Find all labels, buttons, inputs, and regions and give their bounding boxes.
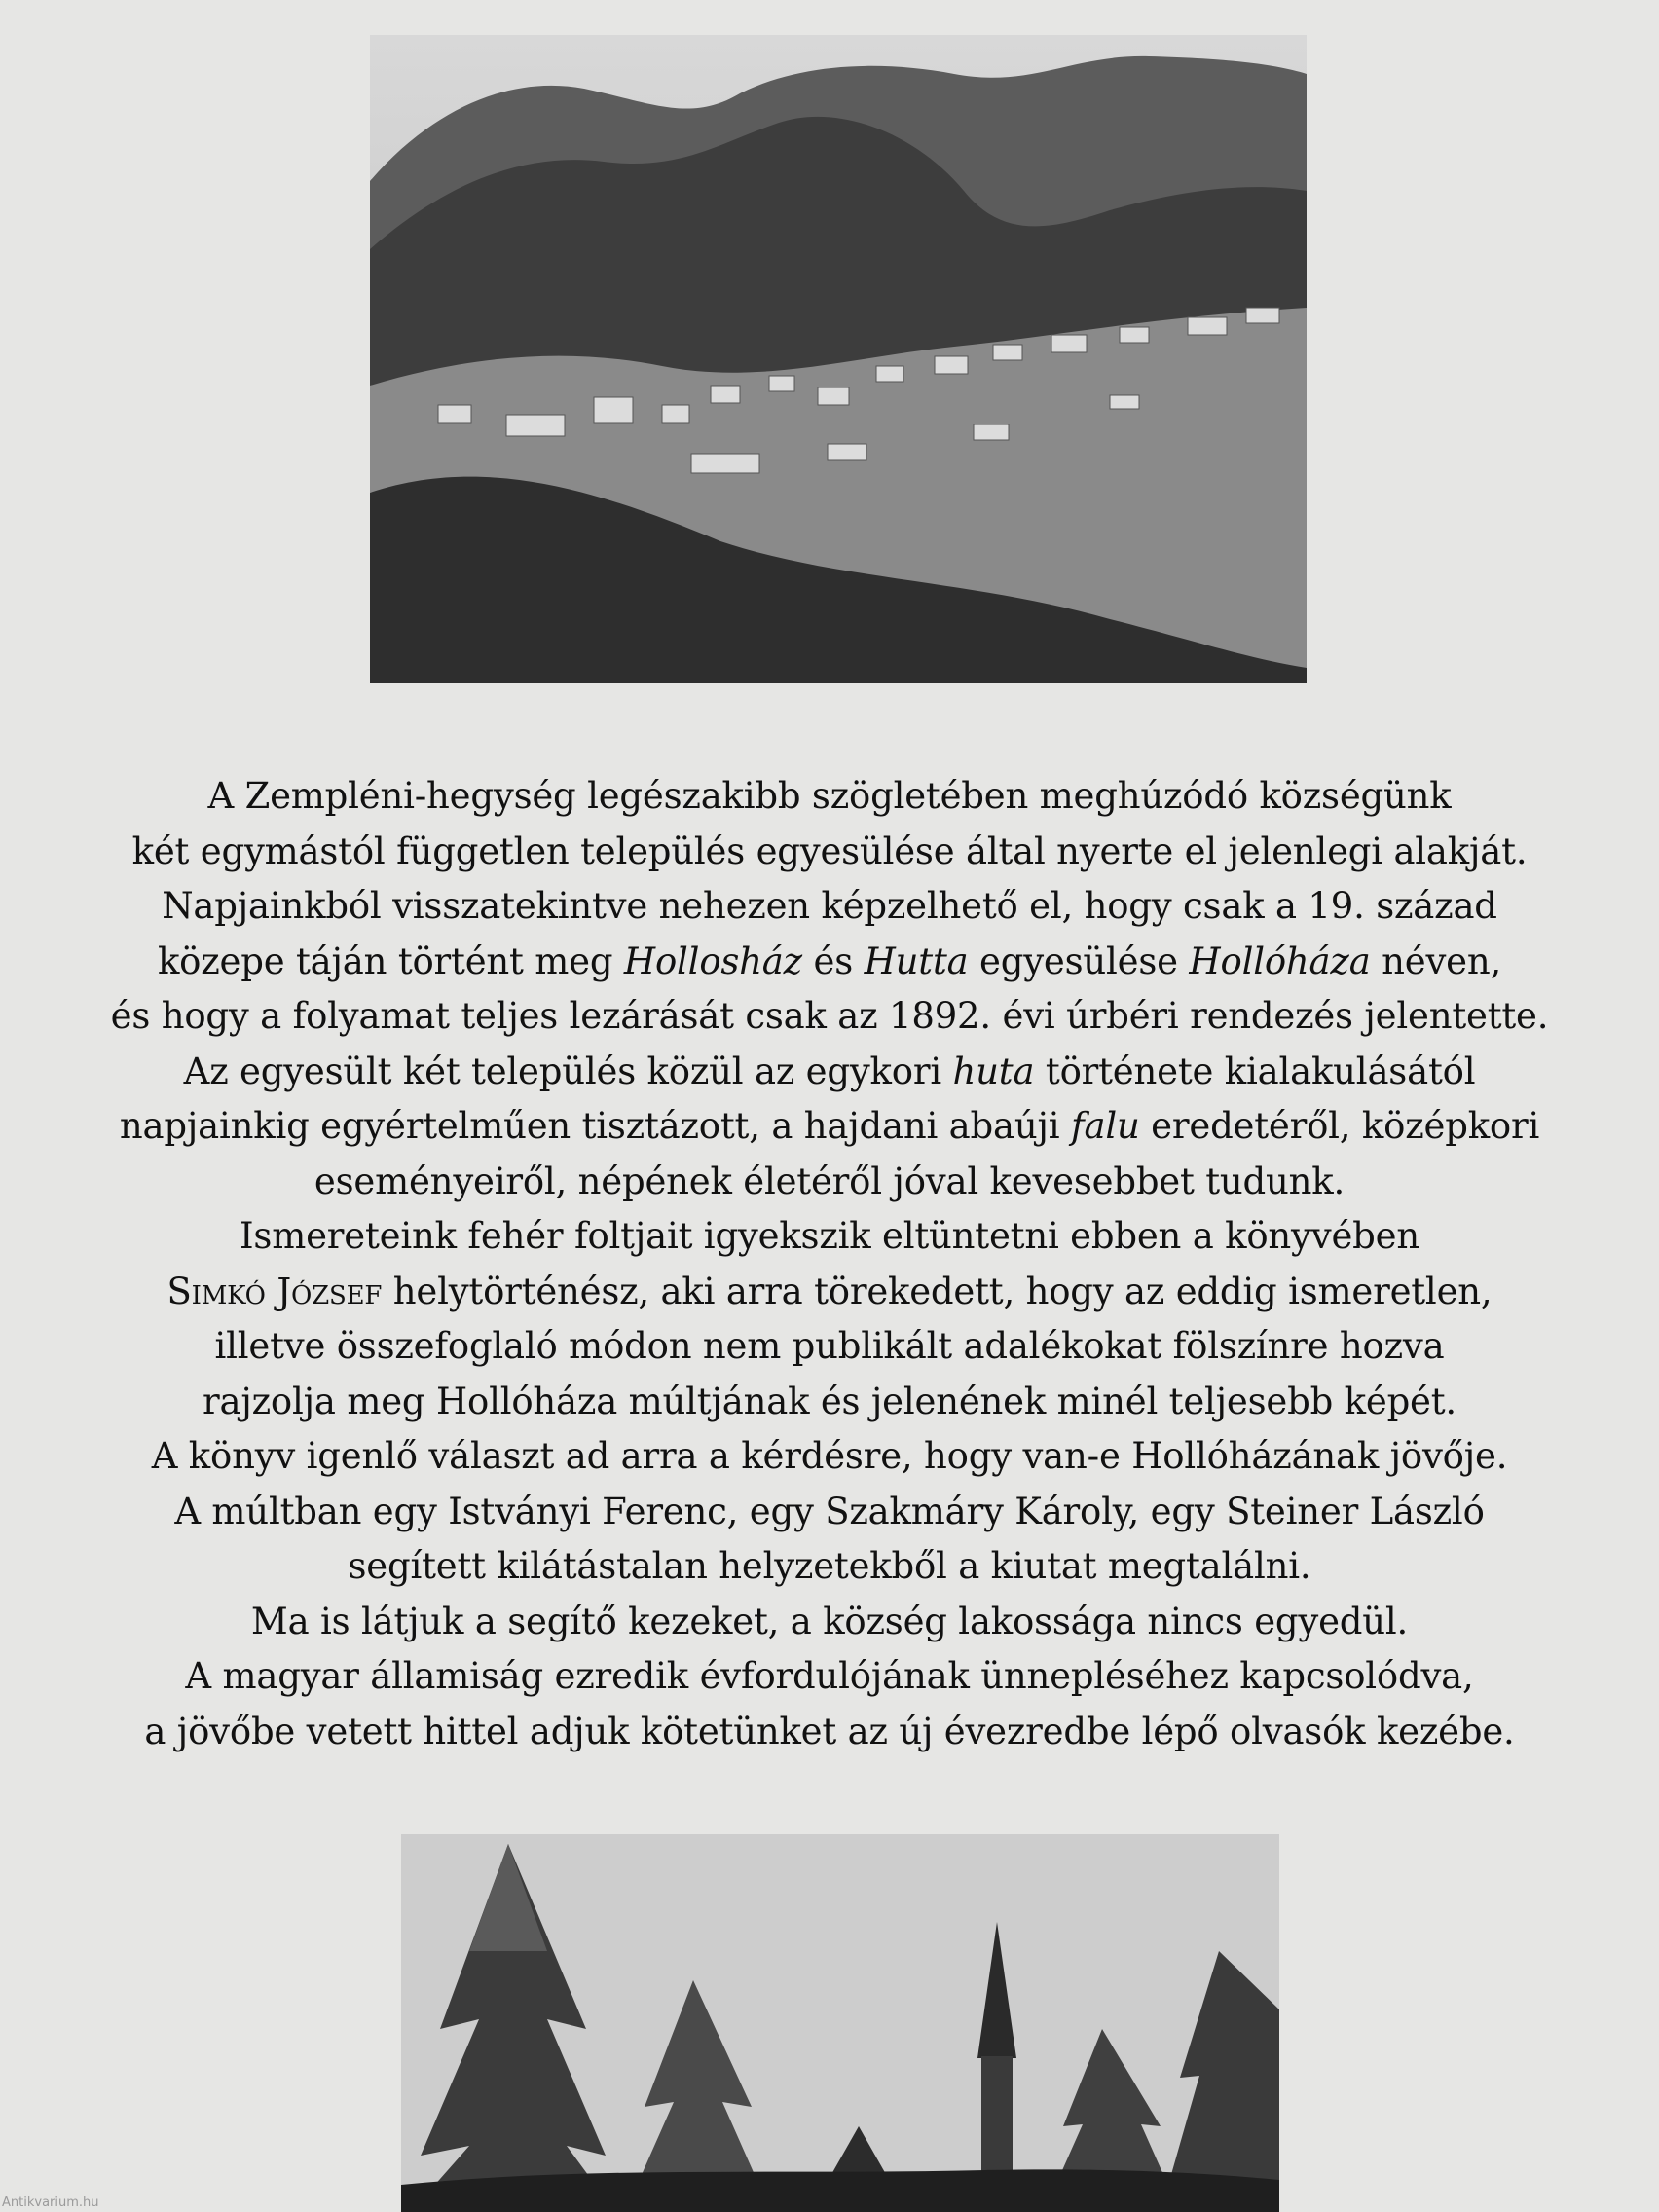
text-line-8: eseményeiről, népének életéről jóval kevesebbet tudunk. xyxy=(313,1160,1346,1202)
text-line-11: illetve összefoglaló módon nem publikált adalékokat fölszínre hozva xyxy=(214,1325,1445,1367)
term-huta: huta xyxy=(952,1050,1035,1092)
intro-text xyxy=(97,769,1562,1759)
watermark: Antikvarium.hu xyxy=(2,2195,99,2210)
snowy-church-photo xyxy=(401,1834,1279,2212)
text-line-7-part-2: eredetéről, középkori xyxy=(1139,1105,1540,1147)
text-line-5: és hogy a folyamat teljes lezárását csak az 1892. évi úrbéri rendezés jelentette. xyxy=(110,995,1549,1037)
text-line-10 xyxy=(97,1265,1562,1320)
text-line-15: segített kilátástalan helyzetekből a kiutat megtalálni. xyxy=(348,1545,1311,1587)
text-line-4-part-4: néven, xyxy=(1370,940,1502,982)
village-valley-photo xyxy=(370,35,1307,683)
text-line-6 xyxy=(97,1045,1562,1100)
text-line-9: Ismereteink fehér foltjait igyekszik eltüntetni ebben a könyvében xyxy=(240,1215,1419,1257)
text-line-4-part-2: és xyxy=(801,940,865,982)
text-line-13: A könyv igenlő választ ad arra a kérdésre, hogy van-e Hollóházának jövője. xyxy=(151,1435,1508,1477)
village-valley-image xyxy=(370,35,1307,683)
text-line-16: Ma is látjuk a segítő kezeket, a község lakossága nincs egyedül. xyxy=(250,1600,1409,1642)
place-name-hollosház: Hollosház xyxy=(623,940,802,982)
text-line-17: A magyar államiság ezredik évfordulójának ünnepléséhez kapcsolódva, xyxy=(185,1655,1474,1697)
term-falu: falu xyxy=(1071,1105,1140,1147)
author-name: Simkó József xyxy=(166,1270,383,1312)
text-line-4-part-1: közepe táján történt meg xyxy=(157,940,624,982)
text-line-7-part-1: napjainkig egyértelműen tisztázott, a hajdani abaúji xyxy=(119,1105,1071,1147)
place-name-hutta: Hutta xyxy=(864,940,969,982)
place-name-hollóháza: Hollóháza xyxy=(1189,940,1371,982)
text-line-7 xyxy=(97,1099,1562,1155)
text-line-6-part-2: története kialakulásától xyxy=(1034,1050,1476,1092)
text-line-2: két egymástól független település egyesülése által nyerte el jelenlegi alakját. xyxy=(131,830,1528,872)
text-line-12: rajzolja meg Hollóháza múltjának és jelenének minél teljesebb képét. xyxy=(203,1380,1456,1422)
text-line-14: A múltban egy Istványi Ferenc, egy Szakmáry Károly, egy Steiner László xyxy=(174,1490,1485,1532)
text-line-1: A Zempléni-hegység legészakibb szögletében meghúzódó községünk xyxy=(207,775,1452,817)
text-line-3: Napjainkból visszatekintve nehezen képzelhető el, hogy csak a 19. század xyxy=(162,885,1497,927)
text-line-6-part-1: Az egyesült két település közül az egykori xyxy=(183,1050,953,1092)
snowy-church-image xyxy=(401,1834,1279,2212)
text-line-10-part-2: helytörténész, aki arra törekedett, hogy az eddig ismeretlen, xyxy=(382,1270,1493,1312)
text-line-18: a jövőbe vetett hittel adjuk kötetünket az új évezredbe lépő olvasók kezébe. xyxy=(144,1710,1515,1752)
text-line-4 xyxy=(97,935,1562,990)
text-line-4-part-3: egyesülése xyxy=(968,940,1190,982)
